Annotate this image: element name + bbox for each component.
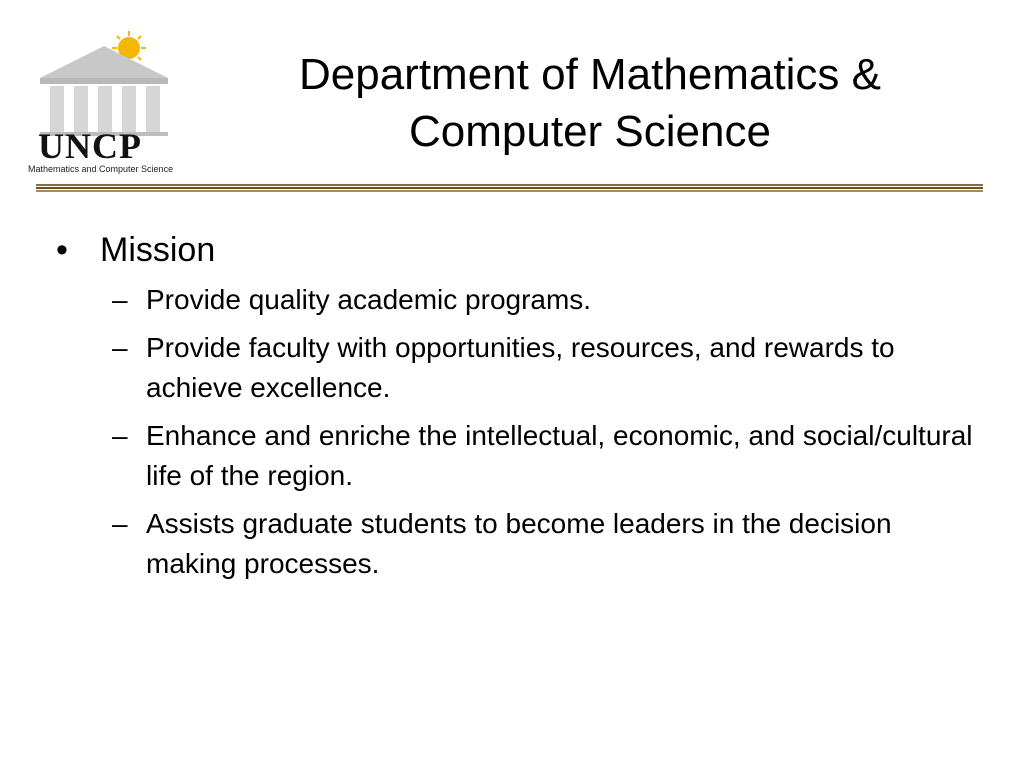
sub-bullet-text: Enhance and enriche the intellectual, economic, and social/cultural life of the region. [146,420,973,491]
sub-bullet-text: Assists graduate students to become leaders in the decision making processes. [146,508,892,579]
bullet-mission [56,228,976,272]
sub-bullet-text: Provide faculty with opportunities, resources, and rewards to achieve excellence. [146,332,895,403]
dash-marker: – [112,332,128,363]
dash-marker: – [112,508,128,539]
sub-bullet-list [56,280,976,584]
bullet-marker: • [56,231,68,269]
temple-icon [22,28,182,138]
slide-content [56,228,976,592]
logo-wordmark: UNCP [38,126,142,166]
sub-bullet-item [112,328,976,408]
sub-bullet-item [112,504,976,584]
uncp-logo [22,28,182,178]
sub-bullet-item [112,280,976,320]
logo-subtitle: Mathematics and Computer Science [28,164,174,174]
sub-bullet-item [112,416,976,496]
dash-marker: – [112,284,128,315]
page-title [200,46,980,160]
sub-bullet-text: Provide quality academic programs. [146,284,592,315]
title-line-2: Computer Science [409,107,771,156]
dash-marker: – [112,420,128,451]
title-line-1: Department of Mathematics & [298,50,881,99]
title-divider [36,184,983,192]
bullet-heading: Mission [100,231,216,269]
